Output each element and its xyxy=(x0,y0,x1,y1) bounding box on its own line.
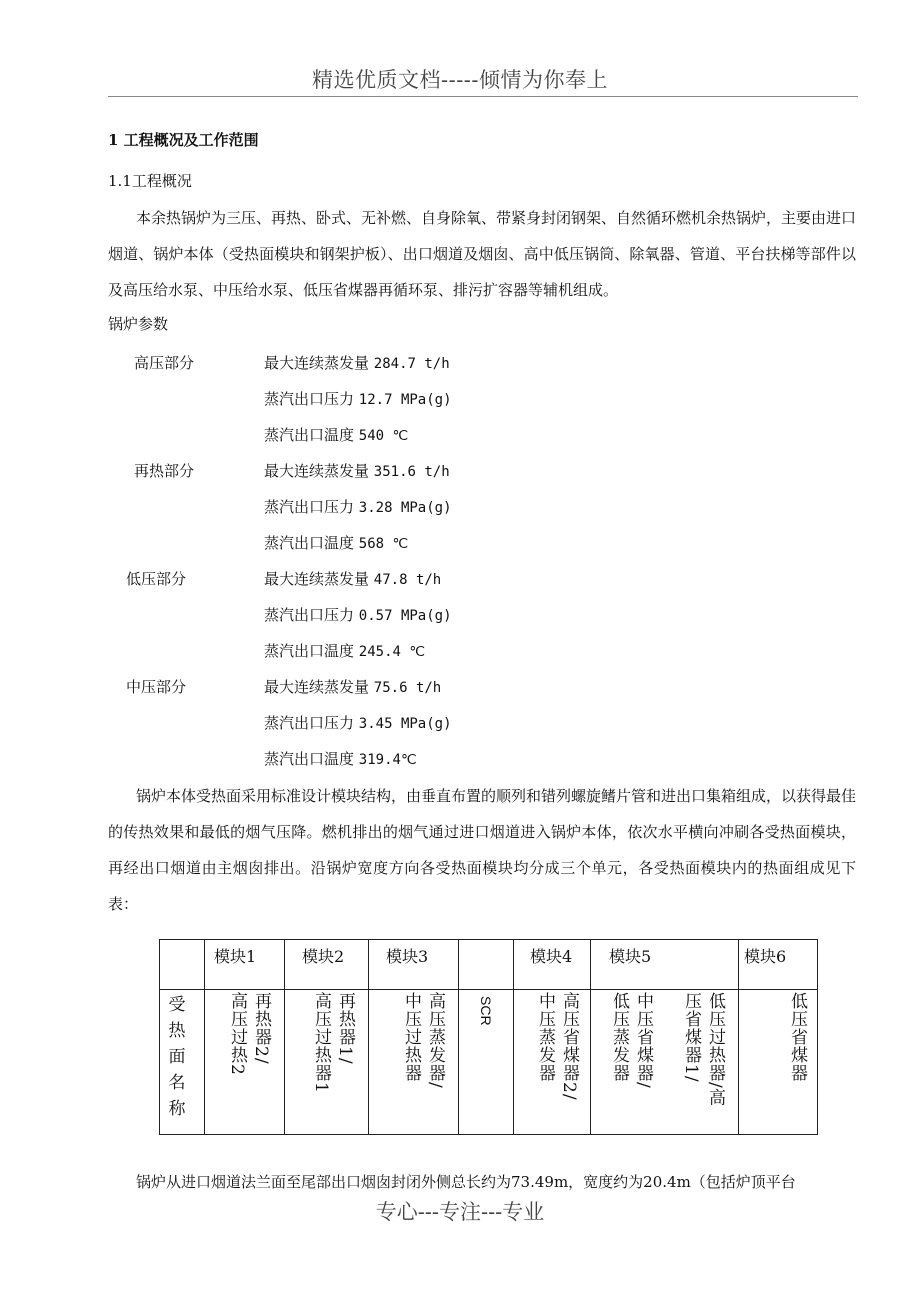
cell-line: 低压过热器/高 xyxy=(705,992,725,1107)
param-label: 蒸汽出口压力 xyxy=(264,390,355,408)
params-label: 锅炉参数 xyxy=(108,315,169,333)
param-label: 最大连续蒸发量 xyxy=(264,678,370,696)
table-col-divider xyxy=(738,940,739,1134)
param-group-name: 再热部分 xyxy=(134,462,195,480)
intro-paragraph: 本余热锅炉为三压、再热、卧式、无补燃、自身除氧、带紧身封闭钢架、自然循环燃机余热锅炉，主要由进口烟道、锅炉本体（受热面模块和钢架护板）、出口烟道及烟囱、高中低压锅筒、除氧器、管道、平台扶梯等部件以及高压给水泵、中压给水泵、低压省煤器再循环泵、排污扩容器等辅机组成。 xyxy=(108,209,857,299)
table-cell xyxy=(310,992,356,1094)
param-label: 蒸汽出口压力 xyxy=(264,606,355,624)
table-header: 模块2 xyxy=(302,947,345,966)
cell-line: 中压过热器 xyxy=(401,992,421,1082)
param-line xyxy=(264,352,450,373)
param-line xyxy=(264,712,452,733)
subsection-title: 1.1工程概况 xyxy=(108,172,192,190)
param-label: 蒸汽出口温度 xyxy=(264,750,355,768)
heating-surface-table xyxy=(159,939,818,1135)
param-group-name: 中压部分 xyxy=(126,678,187,696)
param-value: 540 ℃ xyxy=(358,428,409,444)
page-header: 精选优质文档-----倾情为你奉上 xyxy=(312,68,608,92)
table-header: 模块5 xyxy=(609,947,652,966)
table-header: 模块3 xyxy=(386,947,429,966)
param-line xyxy=(264,460,450,481)
cell-line: 再热器1/ xyxy=(335,992,355,1065)
param-value: 3.45 MPa(g) xyxy=(358,716,452,732)
table-col-divider xyxy=(458,940,459,1134)
tail-text: 锅炉从进口烟道法兰面至尾部出口烟囱封闭外侧总长约为73.49m，宽度约为20.4m（包括炉顶平台 xyxy=(136,1173,796,1191)
param-value: 3.28 MPa(g) xyxy=(358,500,452,516)
cell-line: 低压省煤器 xyxy=(787,992,807,1082)
page-footer: 专心---专注---专业 xyxy=(375,1200,545,1224)
param-value: 245.4 ℃ xyxy=(358,644,426,660)
table-cell xyxy=(534,992,580,1101)
cell-line: 再热器2/ xyxy=(251,992,271,1065)
param-value: 47.8 t/h xyxy=(373,572,442,588)
table-row-header: 受热面名称 xyxy=(168,995,186,1119)
param-label: 最大连续蒸发量 xyxy=(264,462,370,480)
table-cell xyxy=(400,992,446,1089)
param-value: 75.6 t/h xyxy=(373,680,442,696)
param-value: 568 ℃ xyxy=(358,536,409,552)
table-header: 模块4 xyxy=(530,947,573,966)
header-divider xyxy=(108,96,858,97)
table-header: 模块1 xyxy=(214,947,257,966)
param-line xyxy=(264,676,441,697)
table-col-divider xyxy=(368,940,369,1134)
cell-line: 高压过热2 xyxy=(227,992,247,1076)
param-label: 最大连续蒸发量 xyxy=(264,354,370,372)
table-cell xyxy=(786,992,808,1082)
table-cell xyxy=(680,992,726,1107)
param-line xyxy=(264,748,417,769)
table-row-divider xyxy=(160,989,817,990)
param-label: 蒸汽出口温度 xyxy=(264,534,355,552)
cell-line: 低压蒸发器 xyxy=(609,992,629,1082)
cell-line: 高压省煤器2/ xyxy=(559,992,579,1101)
table-cell xyxy=(608,992,654,1089)
param-line xyxy=(264,568,441,589)
param-value: 0.57 MPa(g) xyxy=(358,608,452,624)
param-label: 蒸汽出口温度 xyxy=(264,642,355,660)
param-group-name: 高压部分 xyxy=(134,354,195,372)
param-label: 蒸汽出口压力 xyxy=(264,498,355,516)
cell-line: 中压省煤器/ xyxy=(633,992,653,1089)
param-line xyxy=(264,604,452,625)
param-value: 284.7 t/h xyxy=(373,356,450,372)
param-line xyxy=(264,424,408,445)
param-group-name: 低压部分 xyxy=(126,570,187,588)
cell-line: 压省煤器1/ xyxy=(681,992,701,1083)
body-paragraph: 锅炉本体受热面采用标准设计模块结构，由垂直布置的顺列和错列螺旋鳍片管和进出口集箱组成，以获得最佳的传热效果和最低的烟气压降。燃机排出的烟气通过进口烟道进入锅炉本体，依次水平横向冲刷各受热面模块，再经出口烟道由主烟囱排出。沿锅炉宽度方向各受热面模块均分成三个单元，各受热面模块内的热面组成见下表： xyxy=(108,787,857,913)
param-label: 蒸汽出口温度 xyxy=(264,426,355,444)
cell-line: 中压蒸发器 xyxy=(535,992,555,1082)
param-line xyxy=(264,532,408,553)
param-value: 351.6 t/h xyxy=(373,464,450,480)
table-header: 模块6 xyxy=(744,947,787,966)
param-label: 最大连续蒸发量 xyxy=(264,570,370,588)
cell-line: 高压过热器1 xyxy=(311,992,331,1094)
table-col-divider xyxy=(204,940,205,1134)
table-col-divider xyxy=(590,940,591,1134)
param-line xyxy=(264,388,452,409)
param-label: 蒸汽出口压力 xyxy=(264,714,355,732)
param-value: 319.4℃ xyxy=(358,752,417,768)
table-cell xyxy=(226,992,272,1076)
param-value: 12.7 MPa(g) xyxy=(358,392,452,408)
param-line xyxy=(264,640,425,661)
table-col-divider xyxy=(284,940,285,1134)
section-title: 1 工程概况及工作范围 xyxy=(108,131,259,149)
param-line xyxy=(264,496,452,517)
table-col-divider xyxy=(513,940,514,1134)
table-cell-scr: SCR xyxy=(478,996,494,1026)
cell-line: 高压蒸发器/ xyxy=(425,992,445,1089)
